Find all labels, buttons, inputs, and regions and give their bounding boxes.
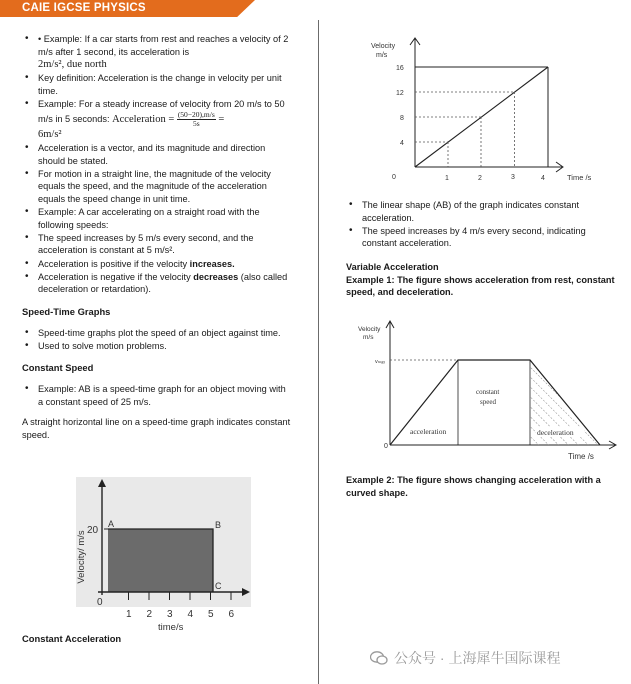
- y-axis-label: Velocity: [371, 43, 396, 50]
- x-tick-label: 0: [392, 174, 396, 181]
- y-tick-label: 16: [396, 65, 404, 72]
- shaded-area: [108, 529, 213, 592]
- list-item: [346, 199, 621, 224]
- constant-speed-paragraph: A straight horizontal line on a speed-time graph indicates constant speed.: [22, 417, 291, 440]
- y-axis-label: Velocity/ m/s: [76, 530, 87, 584]
- y-axis-label: Velocity: [358, 326, 381, 333]
- bold-word: increases.: [189, 258, 235, 269]
- x-axis-label: Time /s: [567, 173, 592, 182]
- y-tick-label: 12: [396, 90, 404, 97]
- constant-speed-graph: [76, 477, 251, 635]
- bullet-text: Used to solve motion problems.: [38, 340, 167, 351]
- origin-label: 0: [384, 443, 388, 450]
- y-tick-label: 4: [400, 140, 404, 147]
- x-tick-label: 4: [187, 609, 194, 620]
- fraction: [177, 111, 216, 128]
- list-item: [22, 271, 292, 296]
- bullet-text: The speed increases by 4 m/s every second, indicating constant acceleration.: [362, 225, 586, 249]
- x-tick-label: 3: [167, 609, 173, 620]
- list-item: [346, 225, 621, 250]
- x-axis-label: Time /s: [568, 452, 594, 461]
- x-tick-label: 3: [511, 174, 515, 181]
- x-tick-label: 4: [541, 175, 545, 182]
- list-item: [22, 72, 292, 97]
- list-item: [22, 33, 292, 72]
- y-tick-label: 8: [400, 115, 404, 122]
- point-label-b: B: [215, 520, 222, 530]
- list-item: [22, 232, 292, 257]
- heading-constant-speed: Constant Speed: [22, 362, 94, 374]
- origin-label: 0: [97, 597, 103, 608]
- bullet-text: For motion in a straight line, the magnitude of the velocity equals the speed, and the magnitude of the acceleration equals the speed change in unit time.: [38, 168, 271, 204]
- point-label-c: C: [215, 581, 222, 591]
- x-tick-label: 1: [445, 175, 449, 182]
- watermark-text: 公众号 · 上海犀牛国际课程: [394, 650, 561, 666]
- math-result: 6m/s²: [38, 128, 62, 140]
- wechat-icon: [370, 651, 388, 665]
- watermark: [370, 648, 560, 668]
- bullet-text: Acceleration is negative if the velocity: [38, 271, 194, 282]
- y-axis-unit: m/s: [363, 334, 374, 341]
- point-label-a: A: [108, 519, 115, 529]
- bullet-text: Speed-time graphs plot the speed of an object against time.: [38, 327, 281, 338]
- list-item: [22, 258, 292, 271]
- variable-acceleration-graph: [350, 316, 625, 466]
- speed-time-bullets: [22, 327, 292, 353]
- list-item: [22, 340, 292, 353]
- bullet-text: Example: AB is a speed-time graph for an object moving with a constant speed of 25 m/s.: [38, 384, 286, 407]
- bullet-text: Acceleration is a vector, and its magnitude and direction should be stated.: [38, 142, 266, 166]
- bullet-text: Example: A car accelerating on a straight road with the following speeds:: [38, 207, 260, 230]
- bullet-text: Example: For a steady increase of velocity from 20 m/s to 50 m/s in 5 seconds:: [38, 99, 285, 124]
- math-label: Acceleration =: [112, 113, 175, 125]
- header-title: CAIE IGCSE PHYSICS: [22, 2, 146, 14]
- acceleration-label: acceleration: [410, 427, 447, 436]
- list-item: [22, 142, 292, 167]
- bold-word: decreases: [193, 271, 239, 282]
- list-item: [22, 168, 292, 206]
- bullet-text: (also called deceleration or retardation).: [38, 271, 288, 295]
- heading-variable-acceleration: Variable Acceleration: [346, 261, 439, 272]
- bullet-text: Acceleration is positive if the velocity: [38, 258, 190, 269]
- bullet-text: Key definition: Acceleration is the change in velocity per unit time.: [38, 73, 282, 96]
- fraction-denominator: 5s: [192, 118, 200, 128]
- x-tick-label: 2: [478, 175, 482, 182]
- acceleration-bullets: [22, 33, 292, 296]
- bullet-text: The speed increases by 5 m/s every second, and the acceleration is constant at 5 m/s².: [38, 232, 254, 256]
- x-tick-label: 5: [208, 609, 214, 620]
- example-2-block: [346, 474, 621, 499]
- speed-label: speed: [480, 398, 496, 406]
- right-column-text: [346, 199, 621, 299]
- heading-constant-acceleration: Constant Acceleration: [22, 633, 122, 644]
- linear-acceleration-graph: [366, 33, 631, 185]
- list-item: [22, 327, 292, 340]
- y-tick-label: 20: [87, 525, 99, 536]
- math-equals: =: [218, 113, 225, 125]
- heading-speed-time-graphs: Speed-Time Graphs: [22, 306, 111, 318]
- constant-label: constant: [476, 388, 500, 396]
- deceleration-label: deceleration: [537, 428, 574, 437]
- x-tick-label: 2: [146, 609, 153, 620]
- example-1-caption: Example 1: The figure shows acceleration from rest, constant speed, and deceleration.: [346, 274, 615, 298]
- list-item: [22, 383, 292, 408]
- example-2-caption: Example 2: The figure shows changing acceleration with a curved shape.: [346, 475, 601, 498]
- bullet-text: • Example: If a car starts from rest and reaches a velocity of 2 m/s after 1 second, its acceleration is: [38, 34, 289, 57]
- column-divider: [318, 20, 319, 684]
- vmax-label: vₘₐₓ: [375, 359, 386, 365]
- velocity-line: [415, 67, 548, 167]
- x-tick-label: 6: [228, 609, 235, 620]
- bullet-text: The linear shape (AB) of the graph indicates constant acceleration.: [362, 200, 580, 223]
- graph-bullets: [346, 199, 621, 250]
- list-item: [22, 98, 292, 141]
- list-item: [22, 206, 292, 231]
- left-column: [22, 33, 292, 447]
- x-axis-label: time/s: [158, 622, 184, 633]
- fraction-numerator: (50−20),m/s: [177, 109, 215, 119]
- math-expression: 2m/s², due north: [38, 59, 107, 71]
- x-tick-label: 1: [126, 609, 132, 620]
- y-axis-unit: m/s: [376, 52, 388, 59]
- constant-speed-bullets: [22, 383, 292, 408]
